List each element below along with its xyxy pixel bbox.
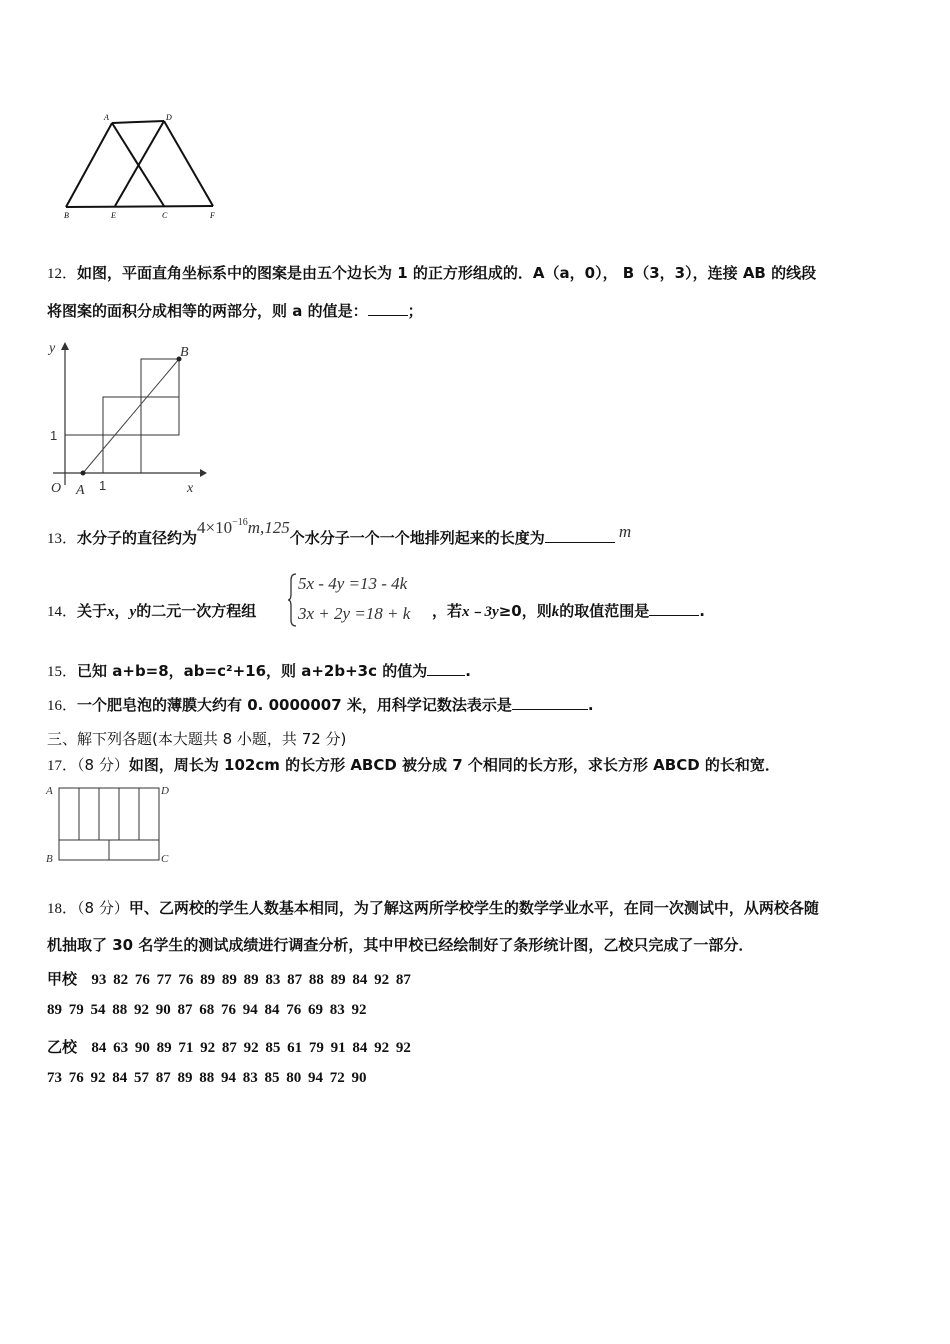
q13-math-exponent: −16 bbox=[232, 517, 248, 528]
q15-expression: a+b=8，ab=c²+16，则 a+2b+3c bbox=[112, 662, 377, 680]
label-e: E bbox=[111, 211, 116, 220]
q16-end: . bbox=[587, 696, 594, 714]
q14-answer-blank[interactable] bbox=[649, 603, 699, 616]
square bbox=[141, 359, 179, 397]
yi-scores-row1 bbox=[47, 1036, 411, 1057]
q15-number: 15． bbox=[47, 664, 78, 680]
q13-line bbox=[47, 517, 632, 548]
q14-comma: ， bbox=[114, 602, 130, 620]
q14-text5: 的取值范围是 bbox=[559, 602, 650, 620]
square bbox=[103, 397, 141, 435]
q12-answer-blank[interactable] bbox=[368, 303, 408, 316]
q13-text2: 个水分子一个一个地排列起来的长度为 bbox=[289, 529, 545, 547]
label-a: A bbox=[46, 785, 53, 797]
q18-text2: 机抽取了 30 名学生的测试成绩进行调查分析，其中甲校已经绘制好了条形统计图，乙校只完成了一部分． bbox=[47, 936, 754, 954]
q14-text3: ，若 bbox=[432, 602, 463, 620]
q15-end: . bbox=[465, 662, 471, 680]
label-a: A bbox=[104, 113, 109, 122]
q14-text4: ≥0，则 bbox=[498, 602, 552, 620]
q14-text1: 关于 bbox=[77, 602, 108, 620]
coordinate-figure bbox=[45, 340, 215, 500]
jia-label: 甲校 bbox=[47, 970, 78, 988]
q13-math-base: 4×10 bbox=[197, 518, 233, 537]
q16-answer-blank[interactable] bbox=[512, 697, 588, 710]
label-d: D bbox=[166, 113, 172, 122]
q17-score: （8 分） bbox=[77, 756, 129, 774]
segment-df bbox=[164, 121, 213, 206]
yi-scores-2: 73 76 92 84 57 87 89 88 94 83 85 80 94 72 90 bbox=[47, 1070, 367, 1086]
q14-equation-1: 5x - 4y =13 - 4k bbox=[298, 574, 408, 593]
q14-text2: 的二元一次方程组 bbox=[136, 602, 257, 620]
q18-score: （8 分） bbox=[77, 899, 129, 917]
a-label: A bbox=[76, 483, 85, 498]
q14-condition bbox=[432, 600, 705, 621]
q12-number: 12． bbox=[47, 266, 78, 282]
yi-scores-1: 84 63 90 89 71 92 87 92 85 61 79 91 84 92 92 bbox=[91, 1040, 411, 1056]
q15-text1: 已知 bbox=[77, 662, 113, 680]
q12-line2 bbox=[47, 300, 423, 321]
q14-var-k: k bbox=[551, 604, 560, 620]
q14-number: 14． bbox=[47, 604, 78, 620]
q14-cond-expr: x﹣3y bbox=[462, 604, 499, 620]
jia-scores-row1 bbox=[47, 968, 411, 989]
jia-scores-2: 89 79 54 88 92 90 87 68 76 94 84 76 69 83 92 bbox=[47, 1002, 367, 1018]
one-x-label: 1 bbox=[99, 478, 107, 493]
q13-answer-blank[interactable] bbox=[545, 530, 615, 543]
segment-bf bbox=[66, 206, 213, 207]
q14-end: . bbox=[699, 602, 705, 620]
label-f: F bbox=[210, 211, 215, 220]
q14-line bbox=[47, 600, 256, 621]
segment-ab bbox=[66, 123, 112, 207]
origin-label: O bbox=[51, 481, 62, 496]
q16-number: 16． bbox=[47, 698, 78, 714]
q14-var-x: x bbox=[107, 604, 115, 620]
q14-equation-2: 3x + 2y =18 + k bbox=[298, 604, 411, 623]
x-axis-arrow bbox=[200, 469, 207, 477]
square bbox=[65, 435, 103, 473]
q18-text1: 甲、乙两校的学生人数基本相同，为了解这两所学校学生的数学学业水平，在同一次测试中，从两校各随 bbox=[128, 899, 819, 917]
label-d: D bbox=[161, 785, 169, 797]
q12-text1: 如图，平面直角坐标系中的图案是由五个边长为 1 的正方形组成的．A（a，0）， B（3，3），连接 AB 的线段 bbox=[77, 264, 817, 282]
x-label: x bbox=[187, 481, 194, 496]
segment-ad bbox=[112, 121, 164, 123]
q15-line bbox=[47, 660, 471, 681]
q14-var-y: y bbox=[129, 604, 137, 620]
q16-line bbox=[47, 694, 594, 715]
trapezoid-figure bbox=[60, 110, 230, 225]
q17-text: 如图，周长为 102cm 的长方形 ABCD 被分成 7 个相同的长方形，求长方形 ABCD 的长和宽． bbox=[128, 756, 780, 774]
q18-line1 bbox=[47, 897, 819, 918]
label-c: C bbox=[162, 211, 168, 220]
yi-label: 乙校 bbox=[47, 1038, 78, 1056]
square bbox=[141, 397, 179, 435]
square bbox=[103, 435, 141, 473]
one-y-label: 1 bbox=[50, 428, 58, 443]
q13-text1: 水分子的直径约为 bbox=[77, 529, 198, 547]
y-label: y bbox=[49, 341, 56, 356]
point-a bbox=[81, 471, 86, 476]
q13-math-rest: m,125 bbox=[247, 518, 290, 537]
q12-line1 bbox=[47, 262, 816, 283]
q13-number: 13． bbox=[47, 531, 78, 547]
label-c: C bbox=[161, 853, 169, 865]
q15-text2: 的值为 bbox=[377, 662, 428, 680]
segment-ab bbox=[83, 359, 179, 473]
q16-text: 一个肥皂泡的薄膜大约有 0. 0000007 米，用科学记数法表示是 bbox=[77, 696, 512, 714]
label-b: B bbox=[46, 853, 53, 865]
rectangle-figure bbox=[44, 782, 179, 866]
q17-number: 17． bbox=[47, 758, 78, 774]
y-axis-arrow bbox=[61, 342, 69, 350]
q12-text3: ； bbox=[407, 302, 423, 320]
q18-number: 18． bbox=[47, 901, 78, 917]
brace-icon bbox=[288, 572, 298, 628]
section-heading: 三、解下列各题(本大题共 8 小题，共 72 分) bbox=[47, 730, 347, 748]
q15-answer-blank[interactable] bbox=[427, 663, 465, 676]
jia-scores-1: 93 82 76 77 76 89 89 89 83 87 88 89 84 92 87 bbox=[91, 972, 411, 988]
label-b: B bbox=[64, 211, 69, 220]
b-label: B bbox=[180, 345, 189, 360]
q13-unit: m bbox=[618, 522, 632, 541]
q12-text2: 将图案的面积分成相等的两部分，则 a 的值是： bbox=[47, 302, 368, 320]
q17-line bbox=[47, 754, 780, 775]
